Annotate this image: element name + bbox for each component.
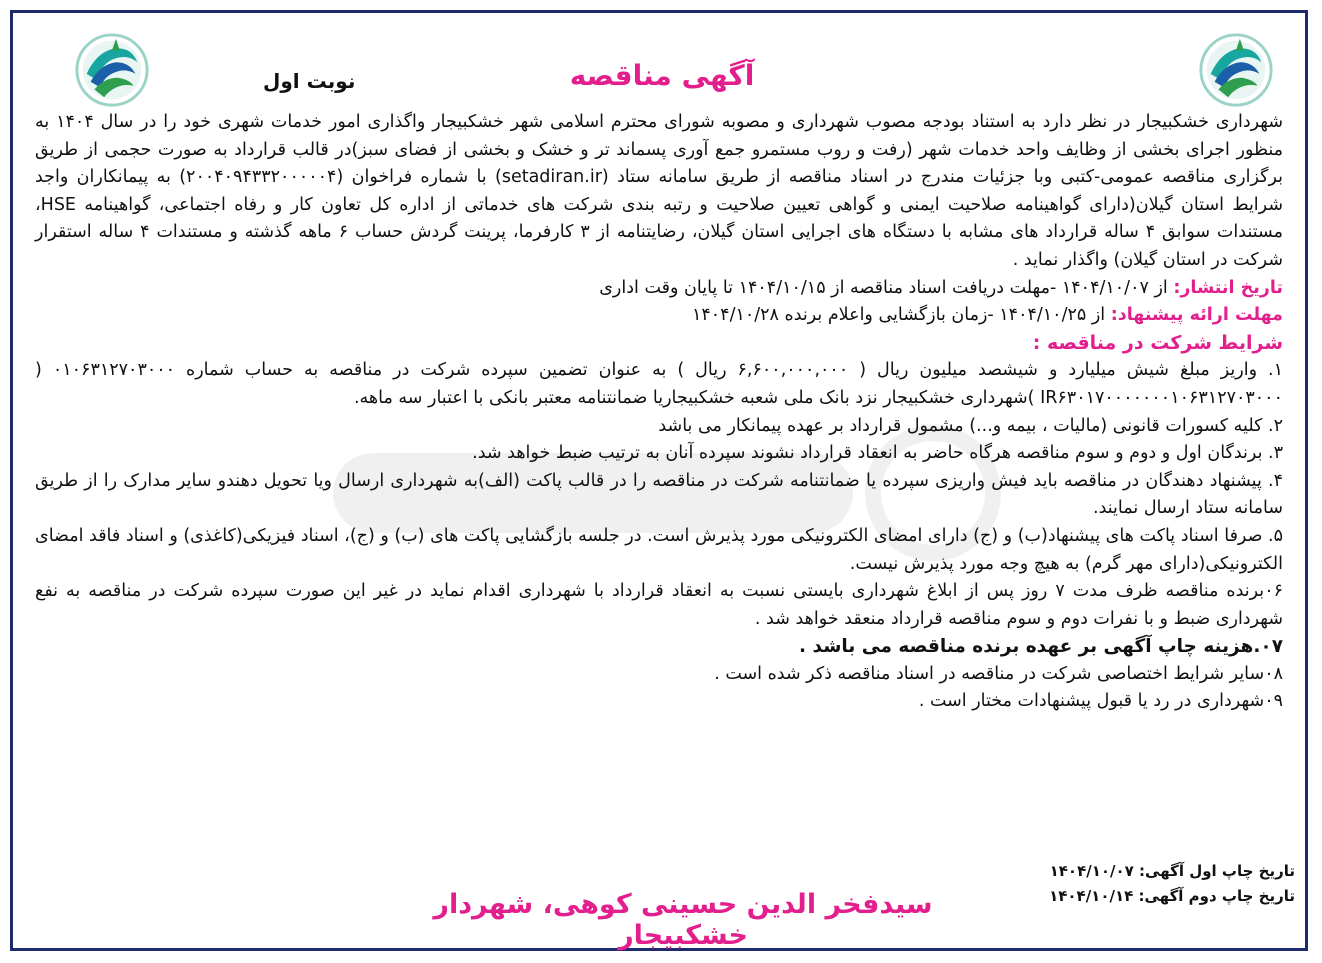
condition-item: ۵. صرفا اسناد پاکت های پیشنهاد(ب) و (ج) دارای امضای الکترونیکی مورد پذیرش است. در جلسه بازگشایی پاکت های (ب) و (ج)، اسناد فیزیکی(کاغذی) و اسناد فاقد امضای الکترونیکی(دارای مهر گرم) به هیچ وجه مورد پذیرش نیست. — [35, 525, 1283, 574]
deadline-label: مهلت ارائه پیشنهاد: — [1110, 305, 1283, 326]
first-print-date: تاریخ چاپ اول آگهی: ۱۴۰۴/۱۰/۰۷ — [1049, 862, 1295, 880]
condition-item: ۳. برندگان اول و دوم و سوم مناقصه هرگاه حاضر به انعقاد قرارداد نشوند سپرده آنان به ترتیب ضبط خواهد شد. — [472, 443, 1283, 464]
page-title: آگهی مناقصه — [569, 59, 755, 92]
second-print-date: تاریخ چاپ دوم آگهی: ۱۴۰۴/۱۰/۱۴ — [1049, 887, 1295, 905]
deadline-text: از ۱۴۰۴/۱۰/۲۵ -زمان بازگشایی واعلام برنده ۱۴۰۴/۱۰/۲۸ — [691, 305, 1111, 326]
deadline-line — [35, 302, 1283, 330]
condition-item: ۴. پیشنهاد دهندگان در مناقصه باید فیش واریزی سپرده یا ضمانتنامه شرکت در مناقصه را در قالب پاکت (الف)به شهرداری ارسال ویا تحویل دهندو سایر مدارک را از طریق سامانه ستاد ارسال نمایند. — [35, 470, 1283, 519]
publish-label: تاریخ انتشار: — [1173, 277, 1283, 298]
publish-text: از ۱۴۰۴/۱۰/۰۷ -مهلت دریافت اسناد مناقصه از ۱۴۰۴/۱۰/۱۵ تا پایان وقت اداری — [599, 277, 1174, 298]
condition-item: ۲. کلیه کسورات قانونی (مالیات ، بیمه و...) مشمول قرارداد بر عهده پیمانکار می باشد — [658, 415, 1283, 436]
notice-body — [35, 109, 1283, 716]
publish-line — [35, 275, 1283, 303]
conditions-title: شرایط شرکت در مناقصه : — [1032, 331, 1283, 354]
tender-notice — [10, 10, 1308, 951]
mayor-signature: سیدفخر الدین حسینی کوهی، شهردار خشکبیجار — [433, 889, 933, 951]
round-label: نوبت اول — [263, 69, 356, 93]
condition-item: ۰۹شهرداری در رد یا قبول پیشنهادات مختار است . — [918, 691, 1283, 712]
condition-item: ۰۸سایر شرایط اختصاصی شرکت در مناقصه در اسناد مناقصه ذکر شده است . — [714, 663, 1283, 684]
condition-item: ۰۶برنده مناقصه ظرف مدت ۷ روز پس از ابلاغ شهرداری بایستی نسبت به انعقاد قرارداد با شهرداری اقدام نماید در غیر این صورت سپرده شرکت در مناقصه به نفع شهرداری ضبط و با نفرات دوم و سوم مناقصه قرارداد منعقد خواهد شد . — [35, 581, 1283, 629]
condition-item: ۰۷.هزینه چاپ آگهی بر عهده برنده مناقصه می باشد . — [799, 636, 1283, 658]
condition-item: ۱. واریز مبلغ شیش میلیارد و شیشصد میلیون ریال ( ۶,۶۰۰,۰۰۰,۰۰۰ ریال ) به عنوان تضمین سپرده شرکت در مناقصه به حساب شماره ۰۱۰۶۳۱۲۷۰۳۰۰۰ ( IR۶۳۰۱۷۰۰۰۰۰۰۰۱۰۶۳۱۲۷۰۳۰۰۰ )شهرداری خشکبیجار نزد بانک ملی شعبه خشکبیجاریا ضمانتنامه معتبر بانکی با اعتبار سه ماهه. — [35, 360, 1283, 408]
print-dates — [1013, 859, 1295, 909]
intro-paragraph: شهرداری خشکبیجار در نظر دارد به استناد بودجه مصوب شهرداری و مصوبه شورای محترم اسلامی شهر خشکبیجار واگذاری امور خدمات شهری خود را در سال ۱۴۰۴ به منظور اجرای بخشی از وظایف واحد خدمات شهر (رفت و روب مستمرو جمع آوری پسماند تر و خشک و بخشی از فضای سبز)در قالب قرارداد به صورت حجمی از طریق برگزاری مناقصه عمومی-کتبی وبا جزئیات مندرج در اسناد مناقصه از طریق سامانه ستاد (setadiran.ir) با شماره فراخوان (۲۰۰۴۰۹۴۳۳۲۰۰۰۰۰۴) به پیمانکاران واجد شرایط استان گیلان(دارای گواهینامه صلاحیت ایمنی و گواهی تعیین صلاحیت و رتبه بندی شرکت های خدماتی از اداره کل تعاون کار و رفاه اجتماعی، گواهینامه HSE، مستندات سوابق ۴ ساله قرارداد های مشابه با دستگاه های اجرایی استان گیلان، رضایتنامه از ۳ کارفرما، پرینت گردش حساب ۶ ماهه گذشته و مستندات ۴ ساله استقرار شرکت در استان گیلان) واگذار نماید . — [35, 112, 1284, 270]
